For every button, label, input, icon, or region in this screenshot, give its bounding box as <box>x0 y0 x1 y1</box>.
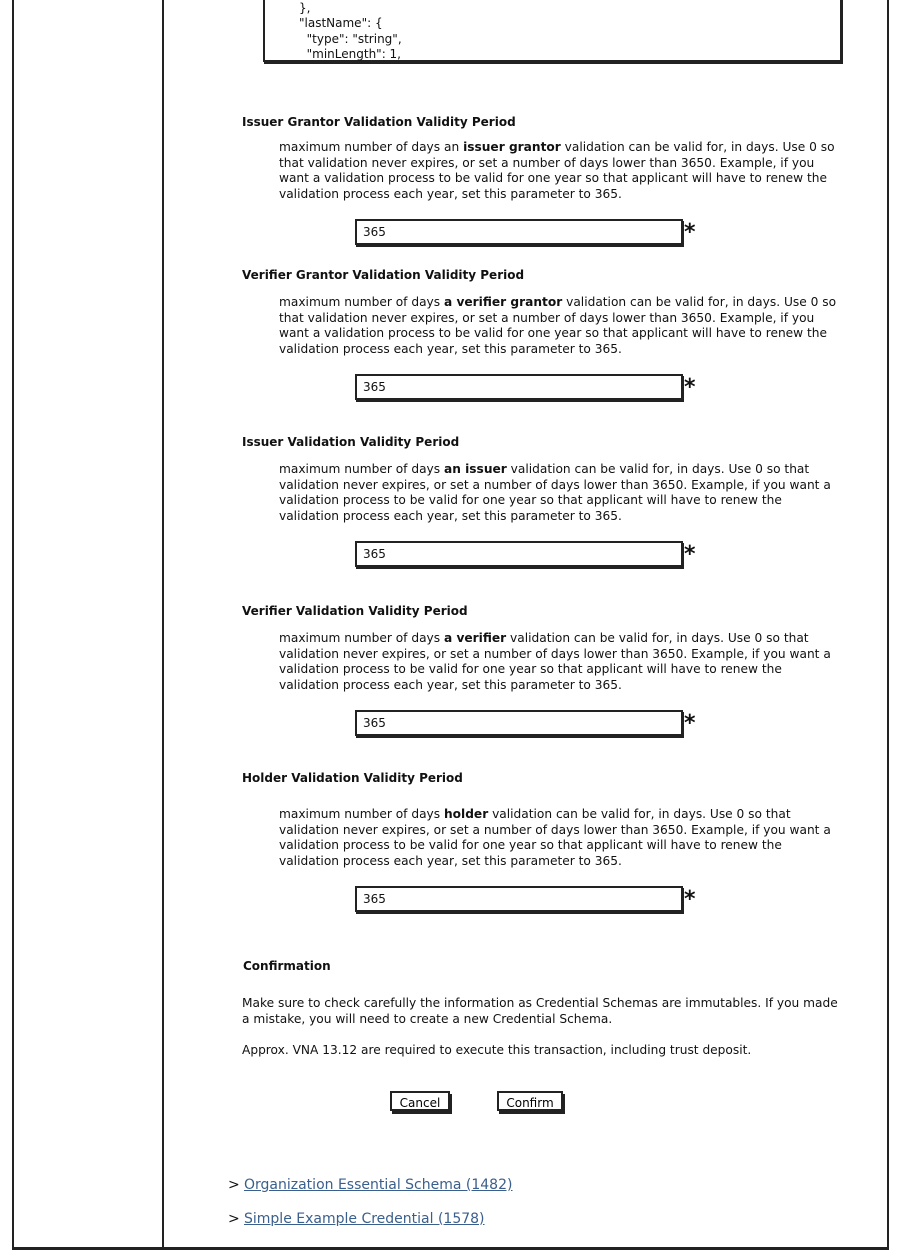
chevron-right-icon: > <box>228 1211 240 1227</box>
confirmation-warning: Make sure to check carefully the information as Credential Schemas are immutables. If you made a mistake, you will need to create a new Credential Schema. <box>242 996 838 1026</box>
issuer-validity-input[interactable]: 365 <box>355 541 683 567</box>
issuer-grantor-validity-description: maximum number of days an issuer grantor validation can be valid for, in days. Use 0 so that validation never expires, or set a number of days lower than 3650. Example, if you want a validation process to be valid for one year so that applicant will have to renew the validation process each year, set this parameter to 365. <box>279 140 835 201</box>
holder-validity-input[interactable]: 365 <box>355 886 683 912</box>
required-indicator: * <box>684 711 696 736</box>
required-indicator: * <box>684 375 696 400</box>
issuer-validity-title: Issuer Validation Validity Period <box>242 435 460 449</box>
left-frame-border <box>12 0 14 1250</box>
bottom-frame-border <box>12 1247 889 1250</box>
cancel-button[interactable]: Cancel <box>390 1091 450 1111</box>
issuer-grantor-validity-title: Issuer Grantor Validation Validity Period <box>242 115 516 129</box>
code-line: }, <box>299 1 311 15</box>
sidebar-divider <box>162 0 164 1250</box>
required-indicator: * <box>684 542 696 567</box>
verifier-validity-title: Verifier Validation Validity Period <box>242 604 468 618</box>
verifier-grantor-validity-input[interactable]: 365 <box>355 374 683 400</box>
required-indicator: * <box>684 887 696 912</box>
verifier-validity-input[interactable]: 365 <box>355 710 683 736</box>
holder-validity-description: maximum number of days holder validation can be valid for, in days. Use 0 so that validation never expires, or set a number of days lower than 3650. Example, if you want a validation process to be valid for one year so that applicant will have to renew the validation process each year, set this parameter to 365. <box>279 807 831 868</box>
issuer-grantor-validity-input[interactable]: 365 <box>355 219 683 245</box>
code-line: "lastName": { <box>299 16 383 30</box>
code-line: "minLength": 1, <box>299 47 401 61</box>
verifier-grantor-validity-description: maximum number of days a verifier grantor validation can be valid for, in days. Use 0 so that validation never expires, or set a number of days lower than 3650. Example, if you want a validation process to be valid for one year so that applicant will have to renew the validation process each year, set this parameter to 365. <box>279 295 837 356</box>
code-line: "type": "string", <box>299 32 402 46</box>
required-indicator: * <box>684 220 696 245</box>
schema-accordion-item[interactable] <box>228 1177 512 1193</box>
verifier-validity-description: maximum number of days a verifier validation can be valid for, in days. Use 0 so that validation never expires, or set a number of days lower than 3650. Example, if you want a validation process to be valid for one year so that applicant will have to renew the validation process each year, set this parameter to 365. <box>279 631 831 692</box>
issuer-validity-description: maximum number of days an issuer validation can be valid for, in days. Use 0 so that validation never expires, or set a number of days lower than 3650. Example, if you want a validation process to be valid for one year so that applicant will have to renew the validation process each year, set this parameter to 365. <box>279 462 831 523</box>
holder-validity-title: Holder Validation Validity Period <box>242 771 463 785</box>
transaction-cost: Approx. VNA 13.12 are required to execute this transaction, including trust deposit. <box>242 1043 752 1057</box>
right-frame-border <box>887 0 889 1250</box>
json-schema-textarea[interactable] <box>263 0 842 62</box>
confirm-button[interactable]: Confirm <box>497 1091 563 1111</box>
schema-accordion-item[interactable] <box>228 1211 485 1227</box>
confirmation-title: Confirmation <box>243 959 331 973</box>
schema-link[interactable]: Simple Example Credential (1578) <box>244 1211 485 1227</box>
chevron-right-icon: > <box>228 1177 240 1193</box>
verifier-grantor-validity-title: Verifier Grantor Validation Validity Period <box>242 268 525 282</box>
schema-link[interactable]: Organization Essential Schema (1482) <box>244 1177 513 1193</box>
